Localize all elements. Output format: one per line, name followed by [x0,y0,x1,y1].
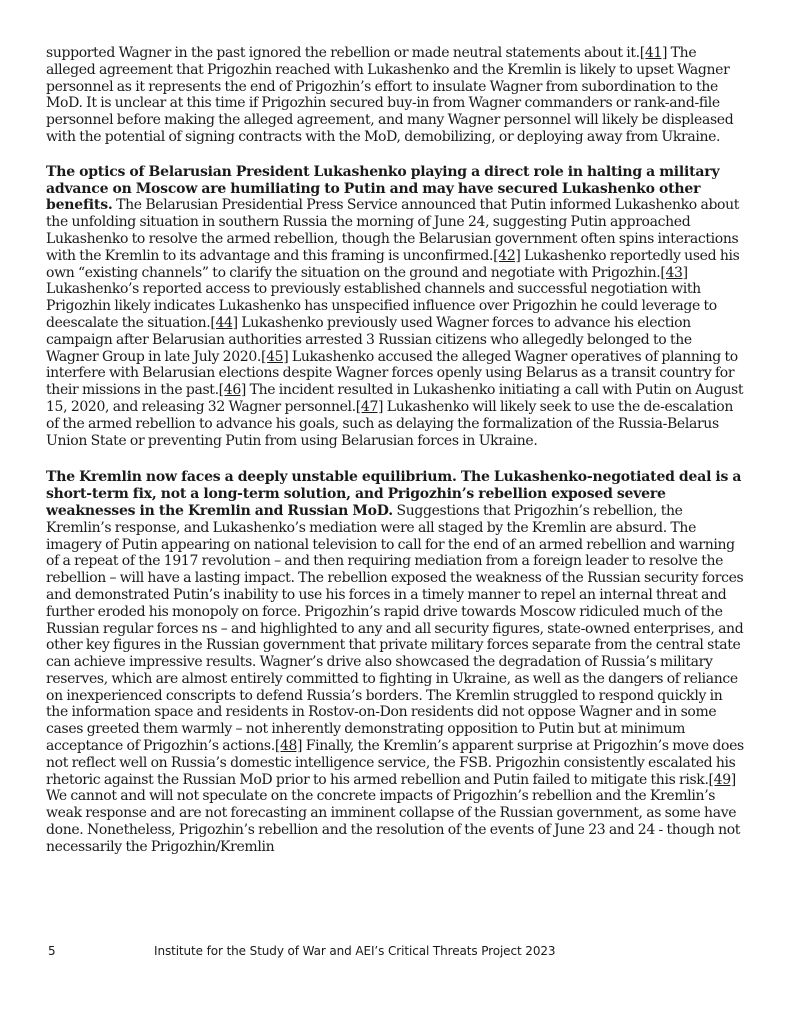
paragraph-lukashenko-role [46,164,746,450]
paragraph-text: We cannot and will not speculate on the concrete impacts of Prigozhin’s rebellion and the Kremlin’s weak response and are not forecasting an imminent collapse of the Russian government, as some have done. Nonetheless, Prigozhin’s rebellion and the resolution of the events of June 23 and 24 - though not necessarily the Prigozhin/Kremlin [46,788,741,855]
paragraph-unstable-equilibrium [46,469,746,855]
footer-institution: Institute for the Study of War and AEI’s Critical Threats Project 2023 [154,944,556,958]
page-number: 5 [48,944,56,958]
footnote-link-41[interactable]: [41] [639,45,668,61]
paragraph-text: The Belarusian Presidential Press Service announced that Putin informed Lukashenko about the unfolding situation in southern Russia the morning of June 24, suggesting Putin approached Lukashenko to resolve the armed rebellion, though the Belarusian government often spins interactions with the Kremlin to its advantage and this framing is unconfirmed. [46,197,740,264]
paragraph-text: Lukashenko will likely seek to use the de-escalation of the armed rebellion to advance his goals, such as delaying the formalization of the Russia-Belarus Union State or preventing Putin from using Belarusian forces in Ukraine. [46,398,733,449]
footnote-link-46[interactable]: [46] [218,382,247,399]
footnote-link-42[interactable]: [42] [493,247,521,264]
footnote-link-49[interactable]: [49] [708,771,736,788]
paragraph-lead-sentence: The optics of Belarusian President Lukashenko playing a direct role in halting a military advance on Moscow are humiliating to Putin and may have secured Lukashenko other benefits. [46,163,720,214]
paragraph-text: Suggestions that Prigozhin’s rebellion, the Kremlin’s response, and Lukashenko’s mediation were all staged by the Kremlin are absurd. The imagery of Putin appearing on national television to call for the end of an armed rebellion and warning of a repeat of the 1917 revolution – and then requiring mediation from a foreign leader to resolve the rebellion – will have a lasting impact. The rebellion exposed the weakness of the Russian security forces and demonstrated Putin’s inability to use his forces in a timely manner to repel an internal threat and further eroded his monopoly on force. Prigozhin’s rapid drive towards Moscow ridiculed much of the Russian regular forces ns – and highlighted to any and all security figures, state-owned enterprises, and other key figures in the Russian government that private military forces separate from the central state can achieve impressive results. Wagner’s drive also showcased the degradation of Russia’s military reserves, which are almost entirely committed to fighting in Ukraine, as well as the dangers of reliance on inexperienced conscripts to defend Russia’s borders. The Kremlin struggled to respond quickly in the information space and residents in Rostov-on-Don residents did not oppose Wagner and in some cases greeted them warmly – not inherently demonstrating opposition to Putin but at minimum acceptance of Prigozhin’s actions. [46,502,744,755]
paragraph-text: The alleged agreement that Prigozhin reached with Lukashenko and the Kremlin is likely to upset Wagner personnel as it represents the end of Prigozhin’s effort to insulate Wagner from subordination to the MoD. It is unclear at this time if Prigozhin secured buy-in from Wagner commanders or rank-and-file personnel before making the alleged agreement, and many Wagner personnel will likely be displeased with the potential of signing contracts with the MoD, demobilizing, or deploying away from Ukraine. [46,45,734,145]
footnote-link-45[interactable]: [45] [260,348,289,365]
paragraph-text: Lukashenko reportedly used his own “existing channels” to clarify the situation on the ground and negotiate with Prigozhin. [46,247,740,281]
paragraph-text: Lukashenko previously used Wagner forces to advance his election campaign after Belarusian authorities arrested 3 Russian citizens who allegedly belonged to the Wagner Group in late July 2020. [46,314,692,365]
paragraph-wagner-reaction [46,45,746,146]
document-body [46,45,746,876]
footnote-link-43[interactable]: [43] [660,264,688,281]
paragraph-lead-sentence: The Kremlin now faces a deeply unstable equilibrium. The Lukashenko-negotiated deal is a short-term fix, not a long-term solution, and Prigozhin’s rebellion exposed severe weaknesses in the Kremlin and Russian MoD. [46,469,742,519]
footnote-link-44[interactable]: [44] [210,314,238,331]
paragraph-text: The incident resulted in Lukashenko initiating a call with Putin on August 15, 2020, and releasing 32 Wagner personnel. [46,382,744,415]
paragraph-text: Lukashenko accused the alleged Wagner operatives of planning to interfere with Belarusian elections despite Wagner forces openly using Belarus as a transit country for their missions in the past. [46,348,738,399]
paragraph-text: supported Wagner in the past ignored the rebellion or made neutral statements about it. [46,45,640,61]
footnote-link-48[interactable]: [48] [274,738,303,755]
footnote-link-47[interactable]: [47] [355,398,384,415]
paragraph-text: Finally, the Kremlin’s apparent surprise at Prigozhin’s move does not reflect well on Russia’s domestic intelligence service, the FSB. Prigozhin consistently escalated his rhetoric against the Russian MoD prior to his armed rebellion and Putin failed to mitigate this risk. [46,738,744,788]
paragraph-text: Lukashenko’s reported access to previously established channels and successful negotiation with Prigozhin likely indicates Lukashenko has unspecified influence over Prigozhin he could leverage to deescalate the situation. [46,281,717,331]
